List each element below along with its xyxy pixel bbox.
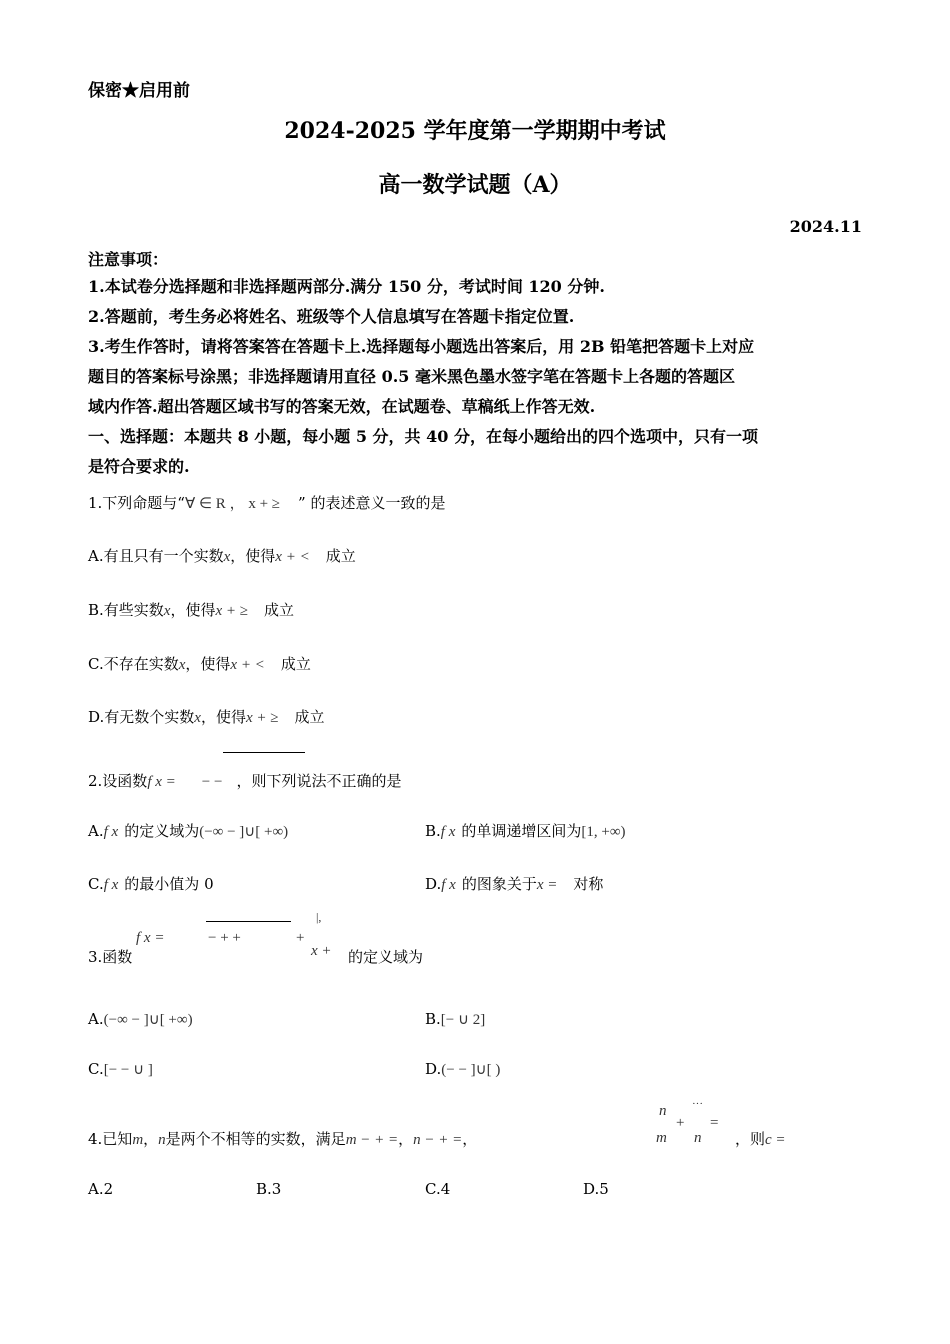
question-3-option-d [425,1060,500,1079]
question-4-var-m: m [132,1132,144,1148]
option-text: 的定义域为 [124,822,200,840]
option-function: f x [103,824,119,840]
option-text: C.不存在实数 [88,655,179,673]
option-formula: [− − ∪ ] [103,1062,153,1078]
notes-item-3-line-1: 3.考生作答时，请将答案答在答题卡上.选择题每小题选出答案后，用 2B 铅笔把答题卡上对应 [88,337,755,356]
question-2-option-b [425,820,626,841]
sqrt-bar [223,752,305,753]
option-end: 成立 [294,708,325,726]
option-label: B. [425,822,441,840]
question-1-option-d [88,706,324,727]
option-label: A. [88,822,104,840]
notes-item-2: 2.答题前，考生务必将姓名、班级等个人信息填写在答题卡指定位置. [88,307,575,326]
question-3-function: f x = [136,930,165,946]
question-1-option-b [88,599,294,620]
option-text: 的单调递增区间为 [461,822,582,840]
option-formula: [1, +∞) [581,824,626,840]
question-1-stem [88,492,445,513]
question-2-stem [88,770,401,791]
option-text: 的最小值为 0 [124,875,214,893]
option-formula: (−∞ − ]∪[ +∞) [103,1012,193,1028]
question-2-option-a [88,820,288,841]
section-1-instructions-line-2: 是符合要求的. [88,457,190,476]
question-2-option-d [425,873,603,894]
exam-subtitle: 高一数学试题（A） [378,172,572,198]
option-formula: (−∞ − ]∪[ +∞) [199,824,289,840]
question-3-tail: 的定义域为 [348,948,424,966]
question-4-fraction-equals: = [710,1115,719,1131]
question-3-option-b [425,1010,485,1029]
question-4-fraction-plus: + [676,1115,685,1131]
option-formula: [− ∪ 2] [440,1012,486,1028]
option-mid: ，使得 [170,601,216,619]
option-var: x [223,549,231,565]
question-4-var-n: n [158,1132,166,1148]
question-4-then: ，则 [735,1130,766,1148]
option-label: C. [88,875,104,893]
question-4-comma: ， [398,1130,414,1148]
question-4-equation-2: n − + = [413,1132,463,1148]
option-end: 成立 [280,655,311,673]
option-formula: x + < [230,657,265,673]
question-3-lead: 3.函数 [88,948,133,966]
option-function: f x [103,877,119,893]
option-formula: (− − ]∪[ ) [441,1062,501,1078]
question-2-function: f x = [147,774,176,790]
notes-item-3-line-3: 域内作答.超出答题区域书写的答案无效，在试题卷、草稿纸上作答无效. [88,397,596,416]
question-3-option-c [88,1060,153,1079]
question-4-option-d: D.5 [583,1180,609,1198]
question-1-tail: ” 的表述意义一致的是 [298,494,446,512]
option-end: 成立 [325,547,356,565]
question-4-equation-1: m − + = [345,1132,399,1148]
question-4-fraction-2-numerator: ··· [692,1098,703,1110]
question-2-tail: ，则下列说法不正确的是 [236,772,402,790]
option-label: D. [425,875,442,893]
option-var: x [194,710,201,726]
question-4-c-expression: c = [765,1132,786,1148]
option-var: x [178,657,186,673]
question-4-option-b: B.3 [256,1180,282,1198]
question-4-ask [735,1128,786,1149]
question-3-stem [88,946,132,967]
question-4-comma: ， [143,1130,159,1148]
option-mid: ，使得 [200,708,246,726]
question-4-option-c: C.4 [425,1180,451,1198]
question-4-fraction-1-denominator: m [656,1130,667,1146]
question-3-fraction-denominator: x + [311,943,332,959]
section-1-instructions-line-1: 一、选择题：本题共 8 小题，每小题 5 分，共 40 分，在每小题给出的四个选项中，只有一项 [88,427,758,446]
option-text: D.有无数个实数 [88,708,195,726]
notes-item-1: 1.本试卷分选择题和非选择题两部分.满分 150 分，考试时间 120 分钟. [88,277,605,296]
question-1-option-c [88,653,311,674]
option-formula: x = [536,877,558,893]
question-4-option-a: A.2 [88,1180,114,1198]
question-3-option-a [88,1010,193,1029]
option-end: 成立 [264,601,295,619]
question-2-radicand: − − [201,774,223,790]
option-end: 对称 [573,875,604,893]
question-4-mid: 是两个不相等的实数，满足 [165,1130,346,1148]
option-function: f x [441,877,456,893]
question-3-radicand: − + + [208,930,241,946]
question-1-lead: 1.下列命题与“ [88,494,185,512]
question-1-formula: ∀ ∈ R ， x + ≥ [184,496,281,512]
option-text: B.有些实数 [88,601,164,619]
sqrt-bar [206,921,291,922]
option-label: A. [88,1010,104,1028]
question-4-lead: 4.已知 [88,1130,133,1148]
option-label: C. [88,1060,104,1078]
option-mid: ，使得 [230,547,276,565]
option-text: A.有且只有一个实数 [88,547,224,565]
option-function: f x [440,824,456,840]
question-1-option-a [88,545,356,566]
question-2-option-c [88,873,214,894]
option-label: D. [425,1060,442,1078]
option-formula: x + ≥ [245,710,279,726]
option-formula: x + < [275,549,310,565]
option-formula: x + ≥ [215,603,248,619]
exam-date: 2024.11 [789,217,862,236]
question-3-plus: + [296,930,305,946]
option-label: B. [425,1010,441,1028]
notes-item-3-line-2: 题目的答案标号涂黑；非选择题请用直径 0.5 毫米黑色墨水签字笔在答题卡上各题的答题区 [88,367,735,386]
notes-heading: 注意事项： [88,250,169,269]
option-mid: ，使得 [185,655,231,673]
question-3-fraction-numerator: |, [316,910,322,924]
option-text: 的图象关于 [461,875,537,893]
question-4-comma: ， [462,1130,478,1148]
question-4-fraction-2-denominator: n [694,1130,702,1146]
question-2-lead: 2.设函数 [88,772,148,790]
question-4-fraction-1-numerator: n [659,1103,667,1119]
question-4-stem [88,1128,477,1149]
option-var: x [163,603,171,619]
exam-title: 2024-2025 学年度第一学期期中考试 [284,118,666,144]
confidential-label: 保密★启用前 [88,81,190,101]
